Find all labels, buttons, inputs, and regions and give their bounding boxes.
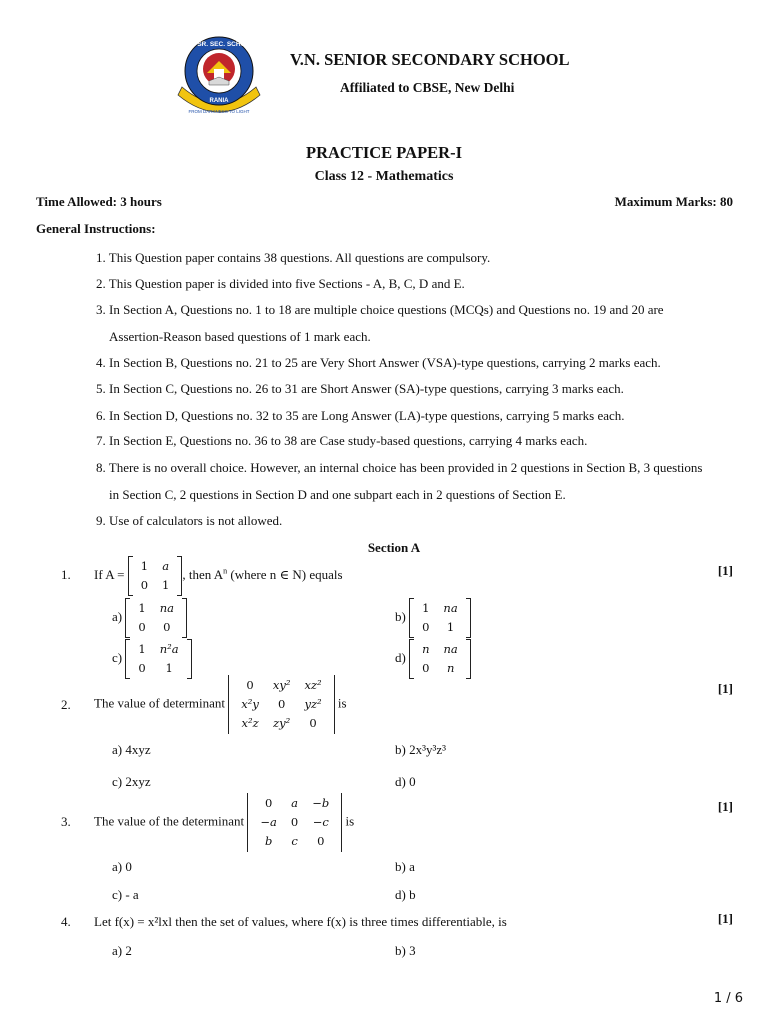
matrix-cell: na — [443, 601, 458, 615]
option-matrix — [409, 639, 471, 679]
matrix-cell: 0 — [138, 620, 146, 634]
option-a: a) 2 — [112, 943, 132, 958]
option-d: d) b — [395, 887, 416, 902]
instruction-item: 6. In Section D, Questions no. 32 to 35 are Long Answer (LA)-type questions, carrying 5 marks each. — [96, 408, 625, 423]
matrix-cell: 1 — [140, 559, 149, 573]
option-a: a) 0 — [112, 859, 132, 874]
matrix-cell: 0 — [140, 578, 149, 592]
determinant — [228, 675, 334, 734]
option-label: c) — [112, 649, 123, 665]
school-name: V.N. SENIOR SECONDARY SCHOOL — [290, 50, 570, 69]
page-number: 1 / 6 — [713, 991, 743, 1006]
matrix-cell: 0 — [278, 697, 286, 711]
matrix-cell: 0 — [290, 815, 299, 829]
option-label: d) — [395, 649, 406, 665]
matrix-cell: 1 — [138, 642, 146, 656]
svg-text:FROM DARKNESS TO LIGHT: FROM DARKNESS TO LIGHT — [188, 109, 250, 113]
matrix-row — [134, 576, 177, 595]
matrix-row — [253, 794, 336, 813]
matrix-row — [415, 618, 465, 637]
determinant — [247, 793, 342, 852]
option-matrix — [125, 639, 191, 679]
school-logo — [176, 33, 262, 113]
option-b: b) a — [395, 859, 415, 874]
affiliation: Affiliated to CBSE, New Delhi — [340, 80, 515, 95]
matrix-cell: 0 — [138, 661, 146, 675]
matrix-row — [253, 813, 336, 832]
time-allowed: Time Allowed: 3 hours — [36, 194, 162, 209]
matrix-cell: 0 — [317, 834, 325, 848]
instruction-item: 4. In Section B, Questions no. 21 to 25 are Very Short Answer (VSA)-type questions, carrying 2 marks each. — [96, 355, 661, 370]
question-marks: [1] — [717, 911, 733, 926]
svg-text:V.N. SR. SEC. SCHOOL: V.N. SR. SEC. SCHOOL — [183, 41, 255, 48]
svg-text:RANIA: RANIA — [209, 98, 229, 104]
matrix-row — [415, 640, 465, 659]
instruction-item: 5. In Section C, Questions no. 26 to 31 are Short Answer (SA)-type questions, carrying 3 marks each. — [96, 381, 624, 396]
matrix-cell: b — [264, 834, 273, 848]
option-a — [112, 598, 187, 638]
question-number: 4. — [61, 914, 71, 929]
matrix-cell: a — [291, 796, 299, 810]
option-label: a) — [112, 608, 123, 624]
matrix-cell: na — [443, 642, 458, 656]
matrix-cell: n — [422, 642, 430, 656]
question-text — [94, 793, 354, 852]
matrix-cell: n²a — [159, 642, 179, 656]
matrix-cell: 0 — [163, 620, 171, 634]
matrix-cell: 1 — [162, 578, 170, 592]
matrix-cell: 1 — [422, 601, 430, 615]
option-b — [395, 598, 471, 638]
instruction-item: 1. This Question paper contains 38 questions. All questions are compulsory. — [96, 250, 491, 265]
matrix-cell: 0 — [422, 620, 430, 634]
question-marks: [1] — [717, 563, 733, 578]
matrix-row — [234, 695, 328, 714]
question-number: 1. — [61, 567, 71, 582]
matrix-cell: 0 — [309, 716, 317, 730]
question-prefix: The value of the determinant — [94, 813, 245, 829]
question-text — [94, 556, 343, 596]
matrix-cell: 0 — [265, 796, 273, 810]
maximum-marks: Maximum Marks: 80 — [614, 194, 733, 209]
question-suffix: is — [345, 813, 355, 829]
question-marks: [1] — [717, 799, 733, 814]
instruction-item: in Section C, 2 questions in Section D and one subpart each in 2 questions of Section E. — [109, 487, 566, 502]
option-d: d) 0 — [395, 774, 416, 789]
matrix-cell: 1 — [165, 661, 173, 675]
general-instructions-heading: General Instructions: — [36, 221, 156, 236]
matrix-cell: −b — [312, 796, 330, 810]
option-c: c) - a — [112, 887, 139, 902]
instruction-item: 3. In Section A, Questions no. 1 to 18 are multiple choice questions (MCQs) and Questions no. 19 and 20 are — [96, 302, 664, 317]
question-text — [94, 675, 347, 734]
matrix-a — [128, 556, 183, 596]
option-c — [112, 639, 192, 679]
option-matrix — [409, 598, 471, 638]
instruction-item: 2. This Question paper is divided into five Sections - A, B, C, D and E. — [96, 276, 465, 291]
matrix-cell: 1 — [446, 620, 455, 634]
matrix-cell: xy² — [272, 678, 291, 692]
question-marks: [1] — [717, 681, 733, 696]
matrix-cell: c — [291, 834, 298, 848]
matrix-cell: 0 — [246, 678, 254, 692]
paper-title: PRACTICE PAPER-I — [306, 143, 462, 162]
option-label: b) — [395, 608, 406, 624]
option-d — [395, 639, 471, 679]
instruction-item: 9. Use of calculators is not allowed. — [96, 513, 283, 528]
paper-subtitle: Class 12 - Mathematics — [314, 169, 454, 184]
matrix-cell: 0 — [422, 661, 430, 675]
question-prefix: If A = — [94, 566, 128, 582]
matrix-row — [134, 557, 177, 576]
matrix-cell: 1 — [138, 601, 146, 615]
matrix-row — [415, 659, 465, 678]
matrix-cell: na — [159, 601, 174, 615]
instruction-item: 8. There is no overall choice. However, an internal choice has been provided in 2 questions in Section B, 3 questions — [96, 460, 703, 475]
question-suffix: , then A — [182, 566, 224, 582]
matrix-row — [415, 599, 465, 618]
matrix-cell: n — [446, 661, 455, 675]
option-matrix — [125, 598, 187, 638]
question-suffix: is — [337, 695, 347, 711]
question-text: Let f(x) = x²lxl then the set of values, where f(x) is three times differentiable, is — [94, 914, 507, 929]
option-b: b) 2x³y³z³ — [395, 742, 447, 757]
instruction-item: Assertion-Reason based questions of 1 mark each. — [109, 329, 371, 344]
option-b: b) 3 — [395, 943, 416, 958]
matrix-cell: zy² — [273, 716, 291, 730]
matrix-row — [234, 676, 328, 695]
option-c: c) 2xyz — [112, 774, 151, 789]
matrix-cell: a — [162, 559, 170, 573]
matrix-row — [234, 714, 328, 733]
question-suffix-tail: (where n ∈ N) equals — [227, 566, 343, 582]
question-number: 3. — [61, 814, 71, 829]
section-heading: Section A — [367, 540, 421, 555]
matrix-row — [131, 599, 181, 618]
matrix-row — [131, 640, 185, 659]
matrix-cell: xz² — [304, 678, 322, 692]
question-number: 2. — [61, 697, 71, 712]
matrix-cell: −a — [260, 815, 277, 829]
matrix-cell: x²z — [241, 716, 259, 730]
matrix-cell: −c — [312, 815, 329, 829]
exponent: n — [223, 566, 228, 576]
matrix-cell: x²y — [241, 697, 259, 711]
instruction-item: 7. In Section E, Questions no. 36 to 38 are Case study-based questions, carrying 4 marks each. — [96, 433, 588, 448]
option-a: a) 4xyz — [112, 742, 151, 757]
matrix-row — [253, 832, 336, 851]
question-prefix: The value of determinant — [94, 695, 226, 711]
matrix-cell: yz² — [304, 697, 322, 711]
matrix-row — [131, 618, 181, 637]
